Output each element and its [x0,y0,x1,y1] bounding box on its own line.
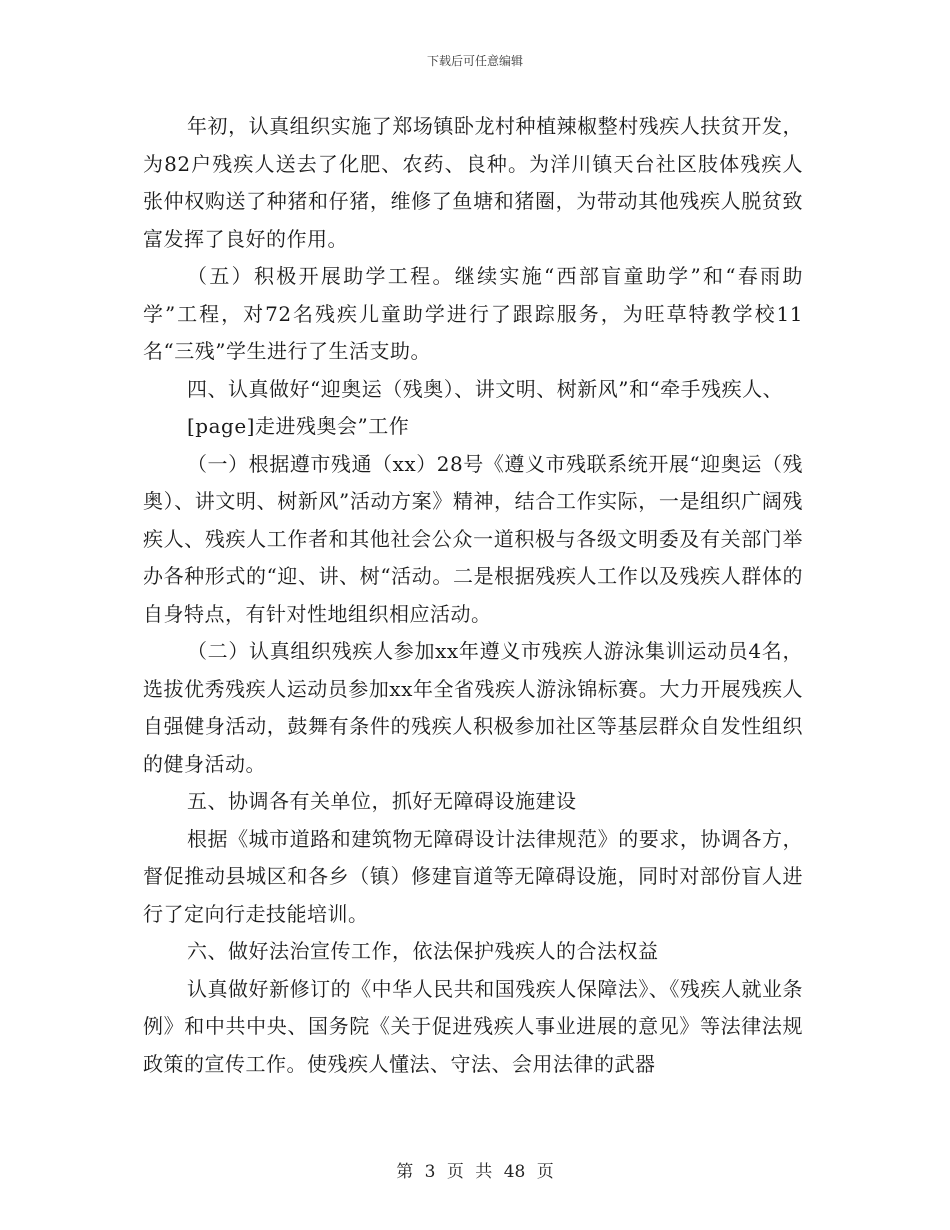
paragraph-6: （二）认真组织残疾人参加xx年遵义市残疾人游泳集训运动员4名，选拔优秀残疾人运动员参加xx年全省残疾人游泳锦标赛。大力开展残疾人自强健身活动，鼓舞有条件的残疾人积极参加社区等基层群众自发性组织的健身活动。 [143,639,803,776]
page-number: 第 3 页 共 48 页 [396,1162,554,1182]
paragraph-8: 根据《城市道路和建筑物无障碍设计法律规范》的要求，协调各方，督促推动县城区和各乡（镇）修建盲道等无障碍设施，同时对部份盲人进行了定向行走技能培训。 [143,826,803,926]
paragraph-7: 五、协调各有关单位，抓好无障碍设施建设 [187,789,577,813]
paragraph-3: 四、认真做好“迎奥运（残奥）、讲文明、树新风”和“牵手残疾人、 [187,376,784,401]
paragraph-5: （一）根据遵市残通（xx）28号《遵义市残联系统开展“迎奥运（残奥）、讲文明、树新风”活动方案》精神，结合工作实际，一是组织广阔残疾人、残疾人工作者和其他社会公众一道积极与各级文明委及有关部门举办各种形式的“迎、讲、树“活动。二是根据残疾人工作以及残疾人群体的自身特点，有针对性地组织相应活动。 [143,451,803,626]
page-header-note: 下载后可任意编辑 [426,54,523,68]
paragraph-4: [page]走进残奥会”工作 [187,414,410,438]
paragraph-9: 六、做好法治宣传工作，依法保护残疾人的合法权益 [187,939,659,963]
paragraph-1: 年初，认真组织实施了郑场镇卧龙村种植辣椒整村残疾人扶贫开发，为82户残疾人送去了化肥、农药、良种。为洋川镇天台社区肢体残疾人张仲权购送了种猪和仔猪，维修了鱼塘和猪圈，为带动其他残疾人脱贫致富发挥了良好的作用。 [143,114,803,251]
paragraph-2: （五）积极开展助学工程。继续实施“西部盲童助学”和“春雨助学”工程，对72名残疾儿童助学进行了跟踪服务，为旺草特教学校11名“三残”学生进行了生活支助。 [143,264,803,363]
document-body [143,108,803,1083]
paragraph-10: 认真做好新修订的《中华人民共和国残疾人保障法》、《残疾人就业条例》和中共中央、国务院《关于促进残疾人事业进展的意见》等法律法规政策的宣传工作。使残疾人懂法、守法、会用法律的武器 [143,976,803,1076]
